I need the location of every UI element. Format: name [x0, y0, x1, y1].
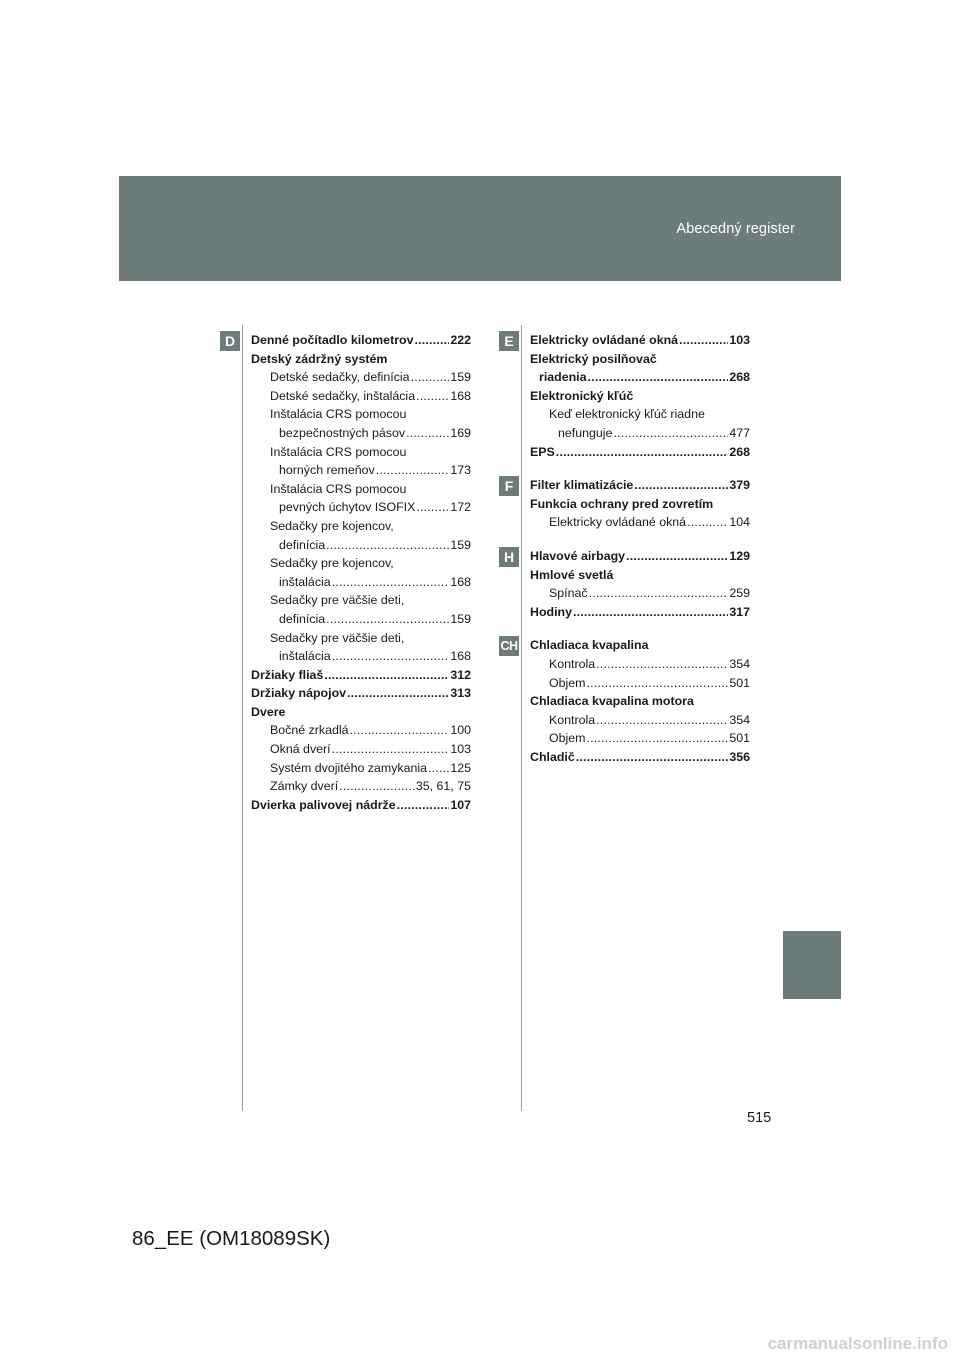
index-entry: [530, 513, 750, 532]
entry-page: 356: [729, 749, 750, 764]
index-entry: [251, 796, 471, 815]
index-entry: [530, 584, 750, 603]
entry-text: Elektricky ovládané okná: [530, 333, 679, 347]
entry-text: Držiaky nápojov: [251, 686, 347, 701]
entry-text: pevných úchytov ISOFIX: [279, 500, 416, 515]
dot-leader: [324, 666, 449, 685]
dot-leader: [406, 424, 449, 443]
dot-leader: [416, 498, 449, 517]
letter-badge-e: E: [499, 331, 519, 351]
dot-leader: [332, 647, 450, 666]
entry-page: 354: [729, 656, 750, 671]
entry-page: 268: [729, 370, 750, 385]
entry-text: Filter klimatizácie: [530, 478, 634, 493]
dot-leader: [332, 573, 450, 592]
index-entry: [251, 554, 471, 573]
entry-text: Zámky dverí: [270, 779, 339, 794]
entry-page: 168: [450, 574, 471, 589]
entry-text: Inštalácia CRS pomocou: [270, 481, 407, 496]
index-entry: [251, 703, 471, 722]
entry-page: 354: [729, 712, 750, 727]
entry-text: Inštalácia CRS pomocou: [270, 444, 407, 459]
chapter-tab: [783, 931, 841, 999]
entry-page: 35, 61, 75: [415, 779, 471, 794]
entry-text: nefunguje: [558, 425, 613, 440]
entry-page: 477: [729, 425, 750, 440]
dot-leader: [556, 443, 729, 462]
entry-page: 159: [450, 537, 471, 552]
dot-leader: [576, 748, 729, 767]
index-entry: [530, 368, 750, 387]
entry-page: 259: [729, 586, 750, 601]
entry-text: Objem: [549, 731, 586, 746]
entry-text: Denné počítadlo kilometrov: [251, 333, 414, 347]
entry-page: 168: [450, 388, 471, 403]
index-section-h: [530, 547, 750, 621]
document-code: 86_EE (OM18089SK): [132, 1227, 331, 1250]
entry-text: Spínač: [549, 586, 588, 601]
index-entry: [251, 777, 471, 796]
index-entry: [530, 748, 750, 767]
index-entry: [251, 666, 471, 685]
index-entry: [251, 424, 471, 443]
entry-page: 172: [450, 500, 471, 515]
entry-page: 103: [729, 333, 750, 347]
entry-text: Keď elektronický kľúč riadne: [549, 407, 705, 422]
dot-leader: [339, 777, 415, 796]
entry-text: Sedačky pre väčšie deti,: [270, 593, 405, 608]
dot-leader: [588, 368, 729, 387]
index-entry: [251, 591, 471, 610]
index-entry: [530, 443, 750, 462]
dot-leader: [634, 476, 728, 495]
index-entry: [251, 721, 471, 740]
entry-page: 268: [729, 444, 750, 459]
entry-page: 104: [729, 515, 750, 530]
entry-text: Hodiny: [530, 604, 572, 619]
entry-text: EPS: [530, 444, 555, 459]
entry-text: Držiaky fliaš: [251, 667, 324, 682]
index-entry: [530, 547, 750, 566]
letter-badge-h: H: [499, 547, 519, 567]
dot-leader: [326, 610, 449, 629]
entry-text: Elektricky ovládané okná: [549, 515, 687, 530]
dot-leader: [596, 655, 728, 674]
entry-text: Okná dverí: [270, 742, 331, 757]
dot-leader: [350, 721, 450, 740]
entry-page: 173: [450, 463, 471, 478]
entry-text: Elektrický posilňovač: [530, 351, 657, 366]
dot-leader: [587, 674, 729, 693]
entry-text: Chladič: [530, 749, 575, 764]
index-entry: [530, 495, 750, 514]
index-entry: [251, 759, 471, 778]
entry-text: Sedačky pre kojencov,: [270, 556, 394, 571]
index-entry: [530, 729, 750, 748]
index-entry: [530, 655, 750, 674]
index-entry: [530, 424, 750, 443]
entry-text: Bočné zrkadlá: [270, 723, 349, 738]
dot-leader: [589, 584, 729, 603]
index-entry: [251, 498, 471, 517]
entry-text: Kontrola: [549, 656, 596, 671]
entry-text: Inštalácia CRS pomocou: [270, 407, 407, 422]
entry-text: riadenia: [539, 370, 587, 385]
entry-text: Detské sedačky, definícia: [270, 370, 410, 385]
index-entry: [251, 536, 471, 555]
entry-page: 313: [450, 686, 471, 701]
index-section-ch: [530, 636, 750, 766]
column-rule-left: [242, 325, 243, 1111]
entry-page: 312: [450, 667, 471, 682]
letter-badge-f: F: [499, 476, 519, 496]
entry-page: 103: [450, 742, 471, 757]
entry-page: 317: [729, 604, 750, 619]
index-entry: [530, 387, 750, 406]
index-section-f: [530, 476, 750, 532]
index-entry: [251, 480, 471, 499]
entry-page: 501: [729, 675, 750, 690]
entry-text: definícia: [279, 611, 326, 626]
dot-leader: [332, 740, 450, 759]
entry-text: Chladiaca kvapalina motora: [530, 694, 694, 709]
index-entry: [251, 629, 471, 648]
page-number: 515: [747, 1110, 772, 1126]
index-entry: [530, 476, 750, 495]
dot-leader: [411, 368, 450, 387]
entry-text: Hmlové svetlá: [530, 567, 614, 582]
index-entry: [251, 517, 471, 536]
dot-leader: [416, 387, 449, 406]
entry-text: Chladiaca kvapalina: [530, 638, 649, 653]
dot-leader: [414, 331, 449, 350]
dot-leader: [613, 424, 728, 443]
index-entry: [530, 405, 750, 424]
index-entry: [530, 692, 750, 711]
index-entry: [251, 684, 471, 703]
index-entry: [251, 610, 471, 629]
entry-text: Dvere: [251, 704, 286, 719]
entry-page: 168: [450, 649, 471, 664]
letter-badge-d: D: [220, 331, 240, 351]
entry-text: bezpečnostných pásov: [279, 425, 406, 440]
entry-text: Kontrola: [549, 712, 596, 727]
entry-text: Funkcia ochrany pred zovretím: [530, 496, 714, 511]
column-rule-middle: [521, 325, 522, 1111]
entry-text: Detský zádržný systém: [251, 351, 388, 366]
dot-leader: [626, 547, 728, 566]
watermark: carmanualsonline.info: [767, 1334, 948, 1353]
entry-text: Sedačky pre väčšie deti,: [270, 630, 405, 645]
entry-page: 125: [450, 760, 471, 775]
entry-text: Detské sedačky, inštalácia: [270, 388, 416, 403]
index-entry: [530, 674, 750, 693]
index-entry: [251, 461, 471, 480]
index-entry: [251, 331, 471, 350]
entry-text: Systém dvojitého zamykania: [270, 760, 428, 775]
entry-page: 159: [450, 611, 471, 626]
index-entry: [530, 603, 750, 622]
dot-leader: [687, 513, 728, 532]
entry-page: 169: [450, 425, 471, 440]
index-entry: [251, 443, 471, 462]
index-entry: [530, 350, 750, 369]
entry-page: 222: [450, 333, 471, 347]
index-entry: [530, 636, 750, 655]
dot-leader: [397, 796, 450, 815]
entry-page: 100: [450, 723, 471, 738]
entry-page: 501: [729, 731, 750, 746]
entry-text: Dvierka palivovej nádrže: [251, 797, 396, 812]
index-entry: [530, 711, 750, 730]
entry-page: 107: [450, 797, 471, 812]
dot-leader: [347, 684, 449, 703]
entry-text: Objem: [549, 675, 586, 690]
dot-leader: [326, 536, 449, 555]
entry-text: horných remeňov: [279, 463, 375, 478]
index-entry: [530, 566, 750, 585]
index-entry: [251, 573, 471, 592]
index-column-left: [251, 331, 471, 814]
entry-page: 129: [729, 548, 750, 563]
dot-leader: [573, 603, 728, 622]
entry-page: 379: [729, 478, 750, 493]
index-entry: [251, 647, 471, 666]
entry-text: inštalácia: [279, 574, 331, 589]
entry-text: inštalácia: [279, 649, 331, 664]
entry-text: Sedačky pre kojencov,: [270, 518, 394, 533]
letter-badge-ch: CH: [499, 636, 519, 656]
index-entry: [530, 331, 750, 350]
dot-leader: [587, 729, 729, 748]
index-entry: [251, 368, 471, 387]
entry-page: 159: [450, 370, 471, 385]
index-entry: [251, 387, 471, 406]
entry-text: Hlavové airbagy: [530, 548, 626, 563]
dot-leader: [679, 331, 728, 350]
dot-leader: [596, 711, 728, 730]
index-entry: [251, 350, 471, 369]
entry-text: definícia: [279, 537, 326, 552]
section-title: Abecedný register: [676, 221, 795, 237]
header-band: [119, 176, 841, 281]
entry-text: Elektronický kľúč: [530, 388, 634, 403]
dot-leader: [428, 759, 449, 778]
dot-leader: [376, 461, 450, 480]
index-entry: [251, 740, 471, 759]
index-section-e: [530, 331, 750, 461]
index-section-d: [251, 331, 471, 814]
index-entry: [251, 405, 471, 424]
index-column-right: [530, 331, 750, 766]
